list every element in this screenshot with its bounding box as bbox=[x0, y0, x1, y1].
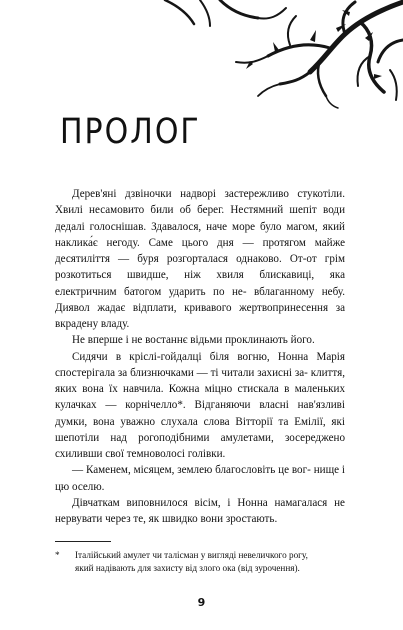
page-number: 9 bbox=[197, 596, 206, 609]
text-line: Сидячи в кріслі-гойдалці біля вогню, Нонна Марія bbox=[72, 350, 345, 363]
text-line: Хвилі несамовито били об берег. Нестямний шепіт bbox=[55, 204, 317, 217]
text-line: не нервувати через те, як швидко вони зростають. bbox=[55, 496, 345, 525]
footnote-line-1: Італійський амулет чи талісман у вигляді невеличкого рогу, bbox=[75, 550, 308, 560]
text-line: нище і цю оселю. bbox=[55, 464, 345, 493]
text-line: Не вперше і не востаннє відьми проклинають його. bbox=[72, 334, 315, 347]
text-line: води дедалі голоснішав. Здавалося, наче море було bbox=[55, 204, 346, 233]
paragraph-1 bbox=[55, 186, 345, 332]
paragraph-3 bbox=[55, 349, 345, 463]
text-line: голівки. bbox=[187, 448, 226, 460]
footnote-mark: * bbox=[55, 550, 60, 560]
paragraph-5 bbox=[55, 495, 345, 528]
footnote bbox=[55, 549, 345, 575]
text-line: Дівчаткам виповнилося вісім, і Нонна намагалася bbox=[72, 496, 328, 509]
text-line: жертвопринесення за вкрадену владу. bbox=[55, 301, 345, 330]
text-line: однаково. От-от грім розкотиться швидше, ніж хвиля bbox=[55, 253, 346, 282]
text-line: власні нав'язливі думки, вона уважно слухала слова bbox=[55, 399, 345, 428]
paragraph-2 bbox=[55, 332, 345, 348]
text-line: — Каменем, місяцем, землею благословіть це вог- bbox=[72, 464, 311, 477]
text-line: Дерев'яні дзвіночки надворі застережливо стукотіли. bbox=[72, 188, 345, 200]
text-line: протягом майже десятиліття — буря розгорталася bbox=[55, 236, 346, 265]
text-line: вблаганному небу. Диявол жадає відплати, кривавого bbox=[55, 285, 345, 314]
text-line: амулетами, зосереджено схиливши свої темноволосі bbox=[55, 431, 345, 460]
body-text bbox=[55, 186, 345, 527]
paragraph-4 bbox=[55, 462, 345, 495]
text-line: блискавиці, яка електричним батогом ударить по не- bbox=[55, 269, 345, 298]
text-line: спостерігала за близнючками — ті читали захисні за- bbox=[55, 366, 308, 379]
footnote-divider bbox=[55, 541, 111, 542]
text-line: в маленьких кулачках — корнічелло*. Відганяючи bbox=[55, 383, 345, 412]
text-line: магом, який наклика́є негоду. Саме цього дня — bbox=[55, 220, 345, 249]
text-line: Вітторії та Емілії, які шепотіли над рогоподібними bbox=[55, 415, 345, 444]
text-line: клиття, яких вона їх навчила. Кожна міцно стискала bbox=[55, 366, 345, 395]
chapter-title: ПРОЛОГ bbox=[60, 112, 201, 153]
footnote-line-2: який надівають для захисту від злого ока (від зурочення). bbox=[75, 563, 300, 573]
thorny-branches-illustration bbox=[160, 0, 403, 110]
